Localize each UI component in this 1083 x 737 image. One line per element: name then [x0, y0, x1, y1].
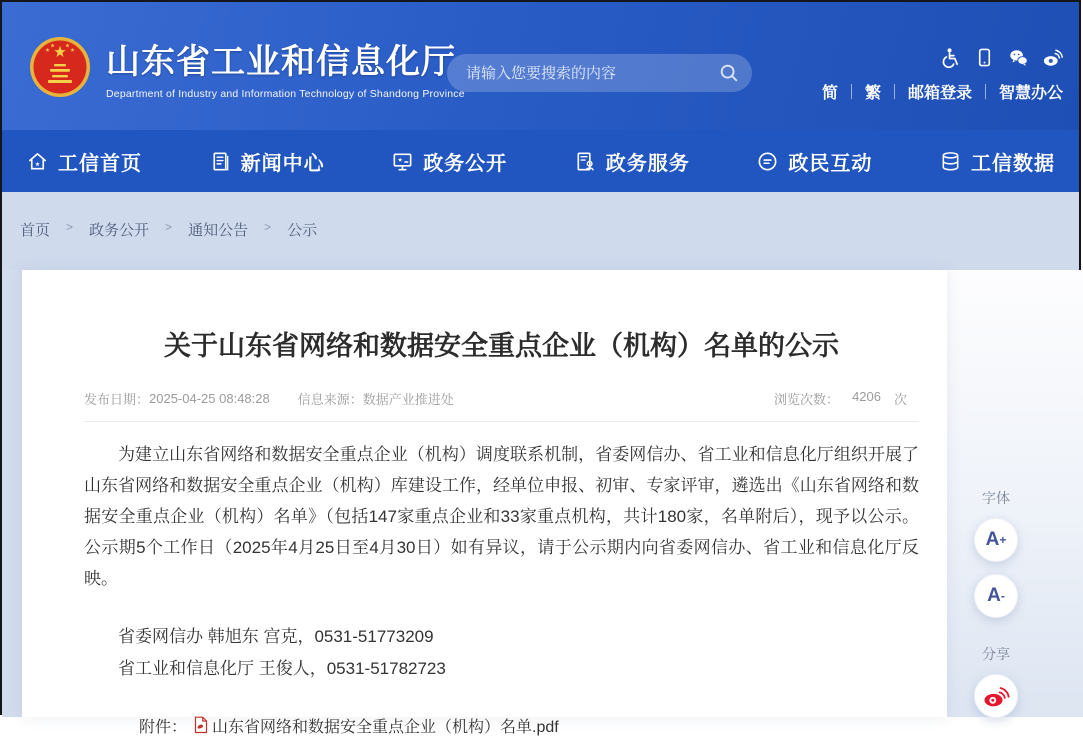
site-title-en: Department of Industry and Information Technology of Shandong Province — [106, 88, 465, 100]
nav-item-interaction[interactable]: 政民互动 — [756, 147, 872, 176]
weibo-icon[interactable] — [1042, 47, 1063, 68]
breadcrumb-separator: > — [165, 220, 173, 234]
nav-item-home[interactable]: 工信首页 — [26, 147, 142, 176]
breadcrumb-current: 公示 — [287, 222, 318, 239]
home-icon — [26, 150, 49, 173]
breadcrumb-gov-info[interactable]: 政务公开 — [89, 222, 150, 239]
source-value: 数据产业推进处 — [362, 392, 454, 407]
contact-line-2: 省工业和信息化厅 王俊人，0531-51782723 — [118, 659, 446, 678]
tools-column — [947, 270, 1083, 717]
database-icon — [939, 150, 962, 173]
nav-item-data[interactable]: 工信数据 — [939, 147, 1055, 176]
font-size-label: 字体 — [982, 490, 1010, 506]
article-title: 关于山东省网络和数据安全重点企业（机构）名单的公示 — [164, 331, 839, 361]
site-header — [2, 2, 1079, 130]
article-card — [22, 270, 947, 736]
nav-item-news[interactable]: 新闻中心 — [209, 147, 325, 176]
search-input[interactable] — [447, 65, 718, 82]
breadcrumb-separator: > — [66, 220, 74, 234]
document-person-icon — [574, 150, 597, 173]
site-logo[interactable] — [28, 34, 465, 100]
nav-item-gov-service[interactable]: 政务服务 — [574, 147, 690, 176]
lang-simplified-link[interactable]: 简 — [821, 85, 838, 102]
attachment-link[interactable]: 山东省网络和数据安全重点企业（机构）名单.pdf — [212, 719, 559, 736]
news-icon — [209, 150, 232, 173]
source-label: 信息来源： — [297, 392, 363, 407]
breadcrumb — [2, 192, 1079, 270]
wechat-icon[interactable] — [1008, 47, 1029, 68]
article-paragraph: 为建立山东省网络和数据安全重点企业（机构）调度联系机制，省委网信办、省工业和信息化厅组织开展了山东省网络和数据安全重点企业（机构）库建设工作，经单位申报、初审、专家评审，遴选出《山东省网络和数据安全重点企业（机构）名单》（包括147家重点企业和33家重点机构，共计180家，名单附后），现予以公示。公示期5个工作日（2025年4月25日至4月30日）如有异议，请于公示期内向省委网信办、省工业和信息化厅反映。 — [84, 445, 919, 588]
publish-date-label: 发布日期： — [84, 392, 150, 407]
attachment-row — [139, 714, 919, 737]
national-emblem-icon — [28, 35, 92, 99]
search-icon[interactable] — [718, 62, 740, 84]
share-label: 分享 — [982, 646, 1010, 662]
site-title: 山东省工业和信息化厅 — [106, 43, 456, 81]
main-nav — [2, 130, 1079, 192]
pdf-icon — [193, 716, 209, 734]
divider — [985, 84, 986, 99]
accessibility-icon[interactable] — [940, 47, 961, 68]
font-decrease-button[interactable]: A - — [974, 574, 1018, 618]
mail-login-link[interactable]: 邮箱登录 — [907, 85, 972, 102]
weibo-icon — [983, 684, 1010, 709]
divider — [84, 421, 919, 422]
mobile-icon[interactable] — [974, 47, 995, 68]
divider — [851, 84, 852, 99]
lang-traditional-link[interactable]: 繁 — [864, 85, 881, 102]
article-meta — [84, 389, 919, 408]
publish-date: 2025-04-25 08:48:28 — [149, 391, 270, 406]
search-box — [447, 54, 752, 92]
monitor-star-icon — [391, 150, 414, 173]
breadcrumb-separator: > — [264, 220, 272, 234]
views-count: 4206 — [852, 389, 881, 404]
contact-line-1: 省委网信办 韩旭东 宫克，0531-51773209 — [118, 627, 434, 646]
divider — [894, 84, 895, 99]
smart-office-link[interactable]: 智慧办公 — [998, 85, 1063, 102]
nav-item-gov-info[interactable]: 政务公开 — [391, 147, 507, 176]
header-utility — [822, 46, 1063, 103]
comment-circle-icon — [756, 150, 779, 173]
attachment-label: 附件： — [139, 719, 188, 736]
views-label: 浏览次数： — [774, 392, 840, 407]
breadcrumb-home[interactable]: 首页 — [20, 222, 51, 239]
font-increase-button[interactable]: A + — [974, 518, 1018, 562]
weibo-share-button[interactable] — [974, 674, 1018, 718]
main-area — [2, 270, 1079, 736]
breadcrumb-notices[interactable]: 通知公告 — [188, 222, 249, 239]
views-unit: 次 — [893, 392, 907, 407]
